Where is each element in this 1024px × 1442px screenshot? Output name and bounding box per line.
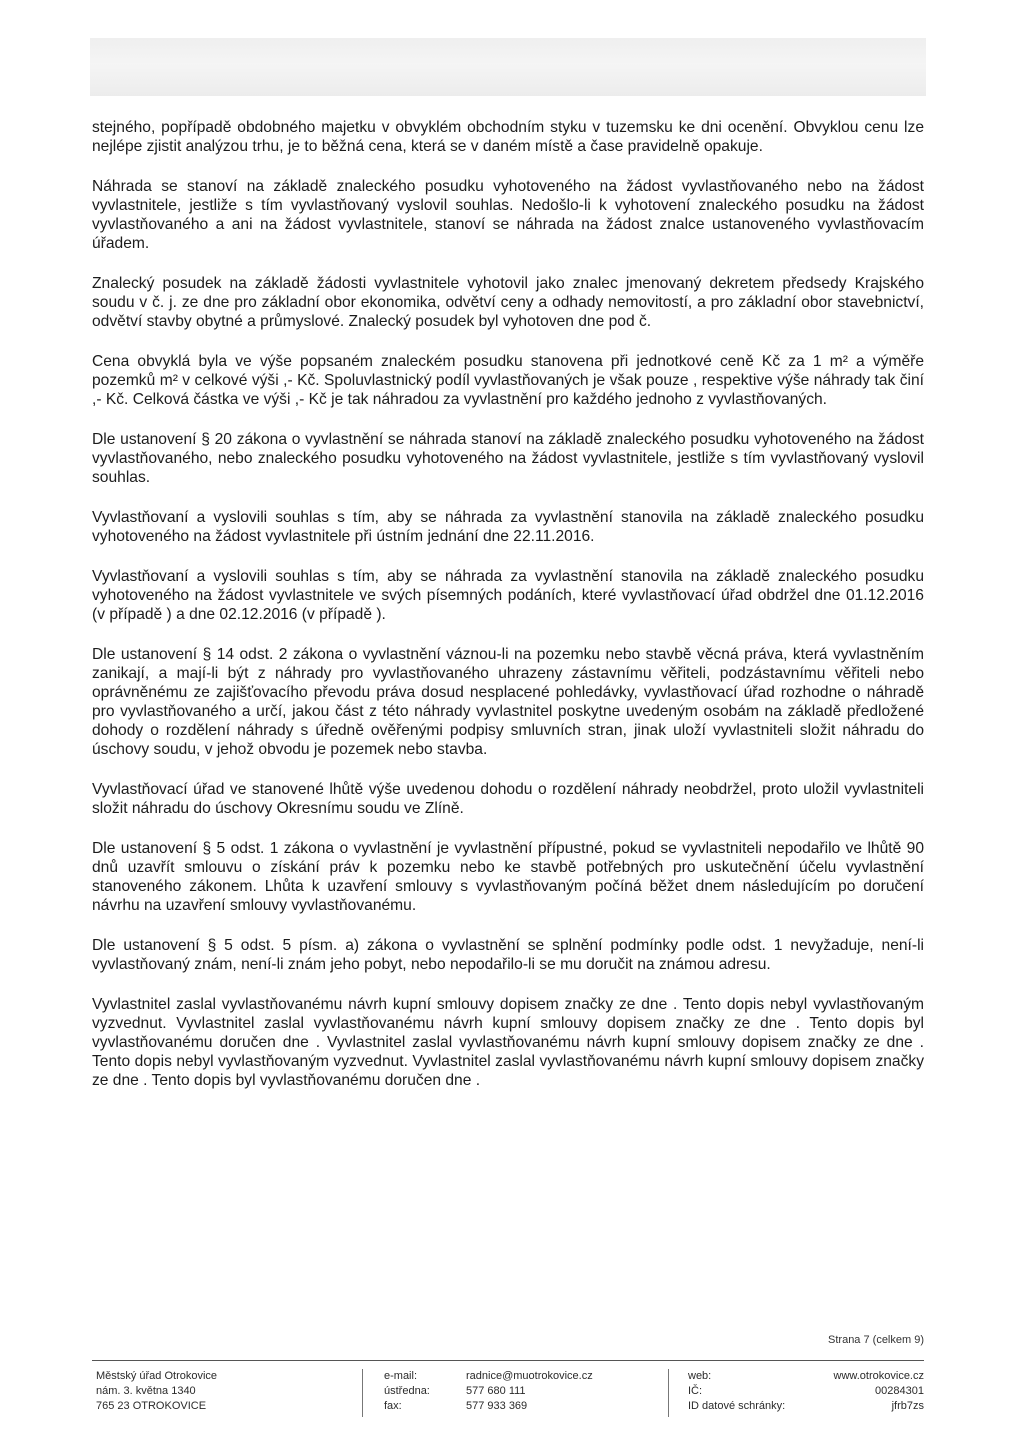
footer-email-label: e-mail: bbox=[384, 1370, 418, 1382]
footer-fax-label: fax: bbox=[384, 1400, 402, 1412]
footer-organization bbox=[96, 1369, 217, 1414]
paragraph-paragraf-5-odst-5: Dle ustanovení § 5 odst. 5 písm. a) zákona o vyvlastnění se splnění podmínky podle odst. 1 nevyžaduje, není-li vyvlastňovaný znám, není-li znám jeho pobyt, nebo nepodařilo-li se mu doručit na známou adresu. bbox=[92, 937, 924, 973]
footer-divider bbox=[92, 1360, 924, 1361]
footer-separator bbox=[362, 1369, 363, 1417]
footer-contact-values bbox=[466, 1369, 593, 1414]
footer-org-name: Městský úřad Otrokovice bbox=[96, 1370, 218, 1382]
footer-ico: 00284301 bbox=[875, 1385, 924, 1397]
footer-phone-label: ústředna: bbox=[384, 1385, 430, 1397]
footer-web: www.otrokovice.cz bbox=[833, 1370, 924, 1382]
footer-separator bbox=[668, 1369, 669, 1417]
footer-databox: jfrb7zs bbox=[891, 1400, 924, 1412]
scan-header-band bbox=[90, 38, 926, 96]
paragraph-paragraf-14: Dle ustanovení § 14 odst. 2 zákona o vyvlastnění váznou-li na pozemku nebo stavbě věcná práva, která vyvlastněním zanikají, a mají-li být z náhrady pro vyvlastňovaného uhrazeny zástavnímu věřiteli, podzástavnímu věřiteli nebo oprávněnému ze zajišťovacího převodu práva dosud nesplacené pohledávky, vyvlastňovací úřad rozhodne o náhradě pro vyvlastňovaného a určí, jakou část z této náhrady vyvlastnitel poskytne uvedeným osobám na základě předložené dohody o rozdělení náhrady s úředně ověřenými podpisy smluvních stran, jinak uloží vyvlastniteli složit náhradu do úschovy soudu, v jehož obvodu je pozemek nebo stavba. bbox=[92, 646, 924, 758]
footer-email: radnice@muotrokovice.cz bbox=[466, 1370, 593, 1382]
paragraph-paragraf-20: Dle ustanovení § 20 zákona o vyvlastnění se náhrada stanoví na základě znaleckého posudku vyhotoveného na žádost vyvlastňovaného, nebo znaleckého posudku vyhotoveného na žádost vyvlastnitele, jestliže s tím vyvlastňovaný vyslovil souhlas. bbox=[92, 431, 924, 486]
paragraph-nahrada: Náhrada se stanoví na základě znaleckého posudku vyhotoveného na žádost vyvlastňovaného nebo na žádost vyvlastnitele, jestliže s tím vyvlastňovaný vyslovil souhlas. Nedošlo-li k vyhotovení znaleckého posudku na žádost vyvlastňovaného a ani na žádost vyvlastnitele, stanoví se náhrada na žádost znalce ustanoveného vyvlastňovacím úřadem. bbox=[92, 178, 924, 252]
paragraph-znalecky-posudek: Znalecký posudek na základě žádosti vyvlastnitele vyhotovil jako znalec jmenovaný dekretem předsedy Krajského soudu v č. j. ze dne pro základní obor ekonomika, odvětví ceny a odhady nemovitostí, a pro základní obor stavebnictví, odvětví stavby obytné a průmyslové. Znalecký posudek byl vyhotoven dne pod č. bbox=[92, 275, 924, 330]
page-number: Strana 7 (celkem 9) bbox=[828, 1334, 924, 1346]
footer-contact-labels bbox=[384, 1369, 430, 1414]
footer-ico-label: IČ: bbox=[688, 1385, 703, 1397]
footer-info-values bbox=[834, 1369, 924, 1414]
paragraph-souhlas-ustni: Vyvlastňovaní a vyslovili souhlas s tím, aby se náhrada za vyvlastnění stanovila na základě znaleckého posudku vyhotoveného na žádost vyvlastnitele při ústním jednání dne 22.11.2016. bbox=[92, 509, 924, 545]
paragraph-paragraf-5-odst-1: Dle ustanovení § 5 odst. 1 zákona o vyvlastnění je vyvlastnění přípustné, pokud se vyvlastniteli nepodařilo ve lhůtě 90 dnů uzavřít smlouvu o získání práv k pozemku nebo ke stavbě potřebných pro uskutečnění účelu vyvlastnění stanoveného zákonem. Lhůta k uzavření smlouvy s vyvlastňovaným počíná běžet dnem následujícím po doručení návrhu na uzavření smlouvy vyvlastňovanému. bbox=[92, 840, 924, 914]
footer-info-labels bbox=[688, 1369, 785, 1414]
paragraph-uschova: Vyvlastňovací úřad ve stanovené lhůtě výše uvedenou dohodu o rozdělení náhrady neobdržel, proto uložil vyvlastniteli složit náhradu do úschovy Okresnímu soudu ve Zlíně. bbox=[92, 781, 924, 817]
paragraph-souhlas-pisemny: Vyvlastňovaní a vyslovili souhlas s tím, aby se náhrada za vyvlastnění stanovila na základě znaleckého posudku vyhotoveného na žádost vyvlastnitele ve svých písemných podáních, které vyvlastňovací úřad obdržel dne 01.12.2016 (v případě ) a dne 02.12.2016 (v případě ). bbox=[92, 568, 924, 623]
document-body bbox=[92, 118, 924, 1111]
footer-databox-label: ID datové schránky: bbox=[688, 1400, 786, 1412]
footer-org-city: 765 23 OTROKOVICE bbox=[96, 1400, 207, 1412]
footer-phone: 577 680 111 bbox=[466, 1385, 526, 1397]
footer-web-label: web: bbox=[688, 1370, 712, 1382]
footer-fax: 577 933 369 bbox=[466, 1400, 528, 1412]
paragraph-obvykla-cena: stejného, popřípadě obdobného majetku v obvyklém obchodním styku v tuzemsku ke dni ocenění. Obvyklou cenu lze nejlépe zjistit analýzou trhu, je to běžná cena, která se v daném místě a čase pravidelně opakuje. bbox=[92, 119, 924, 155]
footer-org-street: nám. 3. května 1340 bbox=[96, 1385, 196, 1397]
paragraph-navrh-kupni-smlouvy: Vyvlastnitel zaslal vyvlastňovanému návrh kupní smlouvy dopisem značky ze dne . Tento dopis nebyl vyvlastňovaným vyzvednut. Vyvlastnitel zaslal vyvlastňovanému návrh kupní smlouvy dopisem značky ze dne . Tento dopis byl vyvlastňovanému doručen dne . Vyvlastnitel zaslal vyvlastňovanému návrh kupní smlouvy dopisem značky ze dne . Tento dopis nebyl vyvlastňovaným vyzvednut. Vyvlastnitel zaslal vyvlastňovanému návrh kupní smlouvy dopisem značky ze dne . Tento dopis byl vyvlastňovanému doručen dne . bbox=[92, 996, 924, 1089]
paragraph-cena-obvykla: Cena obvyklá byla ve výše popsaném znaleckém posudku stanovena při jednotkové ceně Kč za 1 m² a výměře pozemků m² v celkové výši ,- Kč. Spoluvlastnický podíl vyvlastňovaných je však pouze , respektive výše náhrady tak činí ,- Kč. Celková částka ve výši ,- Kč je tak náhradou za vyvlastnění pro každého jednoho z vyvlastňovaných. bbox=[92, 353, 924, 408]
